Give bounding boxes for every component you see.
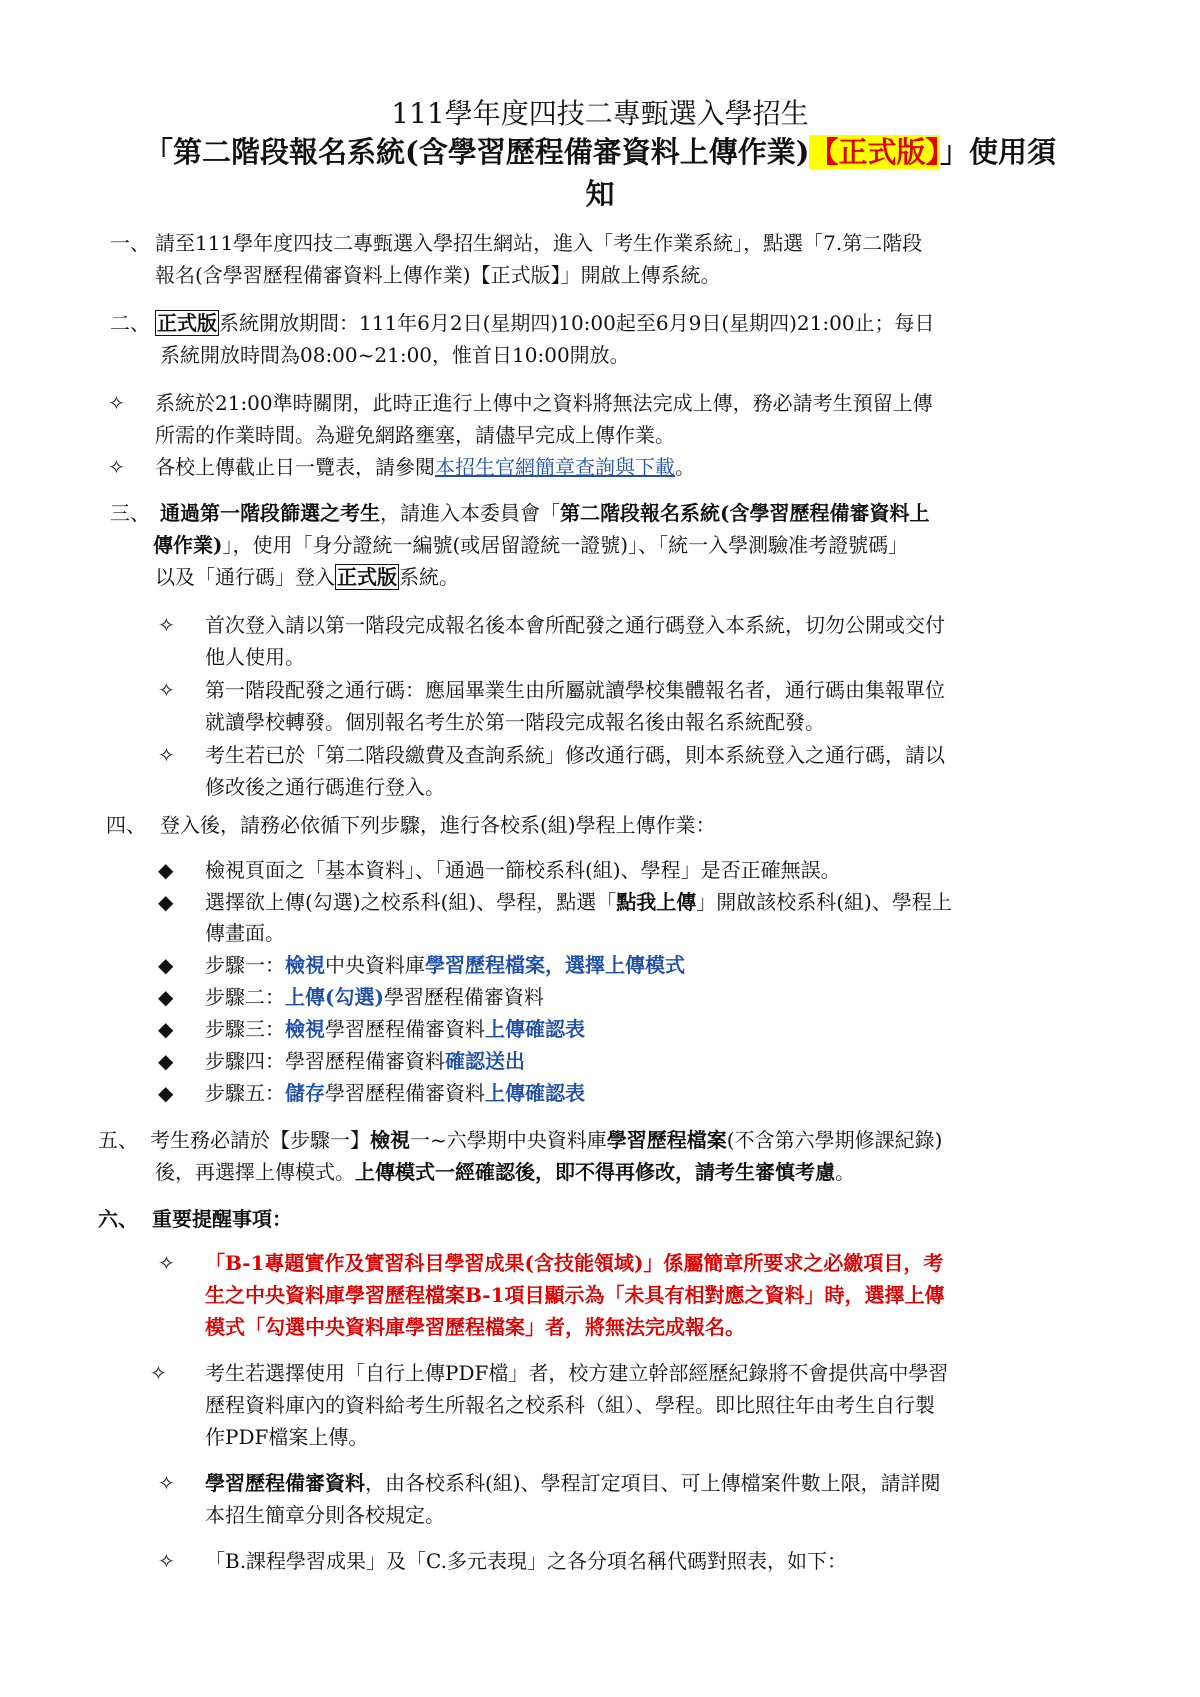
section-5-bold-d: 學習歷程檔案 [606, 1128, 727, 1152]
section-4-label: 四、 [106, 813, 146, 837]
step-5-prefix: 步驟五： [205, 1081, 285, 1105]
bullet-1-icon: ◆ [158, 858, 174, 882]
section-3-line-1 [160, 498, 929, 528]
step-3-icon: ◆ [158, 1017, 174, 1041]
reminder-3-text: ，由各校系科(組)、學程訂定項目、可上傳檔案件數上限，請詳閱 [365, 1471, 941, 1495]
official-version-highlight: 【正式版】 [809, 135, 940, 169]
subtitle-text-a: 「第二階段報名系統(含學習歷程備審資料上傳作業) [144, 135, 810, 169]
step-1-blue-a: 檢視 [285, 953, 325, 977]
step-4-icon: ◆ [158, 1049, 174, 1073]
section-3-bold-a: 通過第一階段篩選之考生 [160, 501, 380, 525]
bullet-2-icon: ◆ [158, 890, 174, 914]
step-5-blue-b: 上傳確認表 [485, 1081, 585, 1105]
step-4-text: 步驟四：學習歷程備審資料 [205, 1049, 445, 1073]
reminder-3-bold: 學習歷程備審資料 [205, 1471, 365, 1495]
section-5-text-h: 。 [835, 1160, 855, 1184]
note-2-text: 各校上傳截止日一覽表，請參閱 [155, 455, 435, 479]
reminder-2-line-2: 歷程資料庫內的資料給考生所報名之校系科（組）、學程。即比照往年由考生自行製 [205, 1393, 935, 1417]
step-2-prefix: 步驟二： [205, 985, 285, 1009]
official-version-box: 正式版 [157, 311, 217, 335]
bullet-2-text-a: 選擇欲上傳(勾選)之校系科(組)、學程，點選「 [205, 890, 617, 914]
step-1-text: 中央資料庫 [325, 953, 425, 977]
section-1-label: 一、 [110, 231, 150, 255]
section-3-text-b: ，請進入本委員會「 [380, 501, 560, 525]
section-6-heading: 重要提醒事項： [152, 1207, 292, 1231]
sub-2-diamond-icon: ✧ [158, 678, 175, 702]
sub-3-line-2: 修改後之通行碼進行登入。 [205, 775, 445, 799]
section-5-text-f: 後，再選擇上傳模式。 [155, 1160, 355, 1184]
step-3 [205, 1014, 585, 1044]
bullet-1: 檢視頁面之「基本資料」、「通過一篩校系科(組)、學程」是否正確無誤。 [205, 858, 841, 882]
section-1-line-1: 請至111學年度四技二專甄選入學招生網站，進入「考生作業系統」，點選「7.第二階段 [155, 231, 923, 255]
section-5-text-e: (不含第六學期修課紀錄) [726, 1128, 943, 1152]
sub-3-line-1: 考生若已於「第二階段繳費及查詢系統」修改通行碼，則本系統登入之通行碼，請以 [205, 743, 945, 767]
reminder-1-line-2: 生之中央資料庫學習歷程檔案B-1項目顯示為「未具有相對應之資料」時，選擇上傳 [205, 1283, 945, 1307]
sub-1-diamond-icon: ✧ [158, 613, 175, 637]
reminder-3-icon: ✧ [158, 1471, 175, 1495]
note-1-line-2: 所需的作業時間。為避免網路壅塞，請儘早完成上傳作業。 [155, 423, 675, 447]
section-3-bold-c: 第二階段報名系統(含學習歷程備審資料上 [560, 501, 930, 525]
subtitle-continuation: 知 [585, 177, 615, 211]
document-subtitle [0, 130, 1200, 171]
section-3-line-2 [153, 530, 908, 560]
note-2-diamond-icon: ✧ [108, 455, 125, 479]
step-3-blue-b: 上傳確認表 [485, 1017, 585, 1041]
section-3-text-e: 」，使用「身分證統一編號(或居留證統一證號)」、「統一入學測驗准考證號碼」 [222, 533, 909, 557]
step-4 [205, 1046, 525, 1076]
section-4-intro: 登入後，請務必依循下列步驟，進行各校系(組)學程上傳作業： [160, 813, 716, 837]
step-1-blue-b: 學習歷程檔案，選擇上傳模式 [425, 953, 685, 977]
step-5-text: 學習歷程備審資料 [325, 1081, 485, 1105]
section-2-line-1-text: 系統開放期間：111年6月2日(星期四)10:00起至6月9日(星期四)21:00止；每日 [219, 311, 935, 335]
section-5-label: 五、 [98, 1128, 138, 1152]
brochure-download-link[interactable]: 本招生官網簡章查詢與下載 [435, 455, 675, 479]
note-2-end: 。 [675, 455, 695, 479]
note-1-line-1: 系統於21:00準時關閉，此時正進行上傳中之資料將無法完成上傳，務必請考生預留上傳 [155, 391, 933, 415]
step-4-blue: 確認送出 [445, 1049, 525, 1073]
section-3-text-f: 以及「通行碼」登入 [155, 565, 335, 589]
bullet-2-bold: 點我上傳 [616, 890, 697, 914]
section-1-line-2: 報名(含學習歷程備審資料上傳作業)【正式版】」開啟上傳系統。 [155, 263, 721, 287]
step-5 [205, 1078, 585, 1108]
section-2-line-1 [155, 308, 935, 338]
bullet-2-line-2: 傳畫面。 [205, 921, 285, 945]
sub-1-line-2: 他人使用。 [205, 645, 305, 669]
official-version-box-2: 正式版 [337, 565, 397, 589]
section-5-text-a: 考生務必請於【步驟一】 [150, 1128, 370, 1152]
document-title: 111學年度四技二專甄選入學招生 [391, 97, 809, 130]
bullet-2-text-b: 」開啟該校系科(組)、學程上 [696, 890, 952, 914]
reminder-1-icon: ✧ [158, 1251, 175, 1275]
sub-2-line-1: 第一階段配發之通行碼：應屆畢業生由所屬就讀學校集體報名者，通行碼由集報單位 [205, 678, 945, 702]
note-1-diamond-icon: ✧ [108, 391, 125, 415]
sub-3-diamond-icon: ✧ [158, 743, 175, 767]
reminder-3-line-1 [205, 1468, 941, 1498]
step-3-prefix: 步驟三： [205, 1017, 285, 1041]
step-5-blue-a: 儲存 [285, 1081, 325, 1105]
subtitle-text-b: 」使用須 [939, 135, 1056, 169]
section-3-line-3 [155, 562, 459, 592]
step-3-text: 學習歷程備審資料 [325, 1017, 485, 1041]
section-3-label: 三、 [110, 501, 150, 525]
reminder-4: 「B.課程學習成果」及「C.多元表現」之各分項名稱代碼對照表，如下： [205, 1549, 848, 1573]
reminder-3-line-2: 本招生簡章分則各校規定。 [205, 1503, 445, 1527]
section-5-line-1 [150, 1125, 942, 1155]
sub-2-line-2: 就讀學校轉發。個別報名考生於第一階段完成報名後由報名系統配發。 [205, 710, 825, 734]
note-2 [155, 452, 695, 482]
step-3-blue-a: 檢視 [285, 1017, 325, 1041]
section-6-label: 六、 [98, 1207, 138, 1231]
reminder-2-icon: ✧ [150, 1361, 167, 1385]
step-2 [205, 982, 544, 1012]
section-2-line-2: 系統開放時間為08:00~21:00，惟首日10:00開放。 [160, 343, 630, 367]
reminder-1-line-1: 「B-1專題實作及實習科目學習成果(含技能領域)」係屬簡章所要求之必繳項目，考 [205, 1251, 944, 1275]
reminder-1-line-3: 模式「勾選中央資料庫學習歷程檔案」者，將無法完成報名。 [205, 1315, 745, 1339]
section-5-bold-g: 上傳模式一經確認後，即不得再修改，請考生審慎考慮 [355, 1160, 835, 1184]
step-2-icon: ◆ [158, 985, 174, 1009]
reminder-2-line-1: 考生若選擇使用「自行上傳PDF檔」者，校方建立幹部經歷紀錄將不會提供高中學習 [205, 1361, 949, 1385]
step-2-blue: 上傳(勾選) [285, 985, 384, 1009]
bullet-2-line-1 [205, 887, 952, 917]
step-2-text: 學習歷程備審資料 [383, 985, 544, 1009]
section-5-bold-b: 檢視 [370, 1128, 410, 1152]
section-5-line-2 [155, 1157, 855, 1187]
reminder-2-line-3: 作PDF檔案上傳。 [205, 1425, 369, 1449]
section-2-label: 二、 [110, 311, 150, 335]
step-5-icon: ◆ [158, 1081, 174, 1105]
section-3-text-g: 系統。 [399, 565, 459, 589]
section-5-text-c: 一~六學期中央資料庫 [410, 1128, 607, 1152]
step-1 [205, 950, 685, 980]
section-3-bold-d: 傳作業) [153, 533, 223, 557]
step-1-icon: ◆ [158, 953, 174, 977]
sub-1-line-1: 首次登入請以第一階段完成報名後本會所配發之通行碼登入本系統，切勿公開或交付 [205, 613, 945, 637]
reminder-4-icon: ✧ [158, 1549, 175, 1573]
step-1-prefix: 步驟一： [205, 953, 285, 977]
